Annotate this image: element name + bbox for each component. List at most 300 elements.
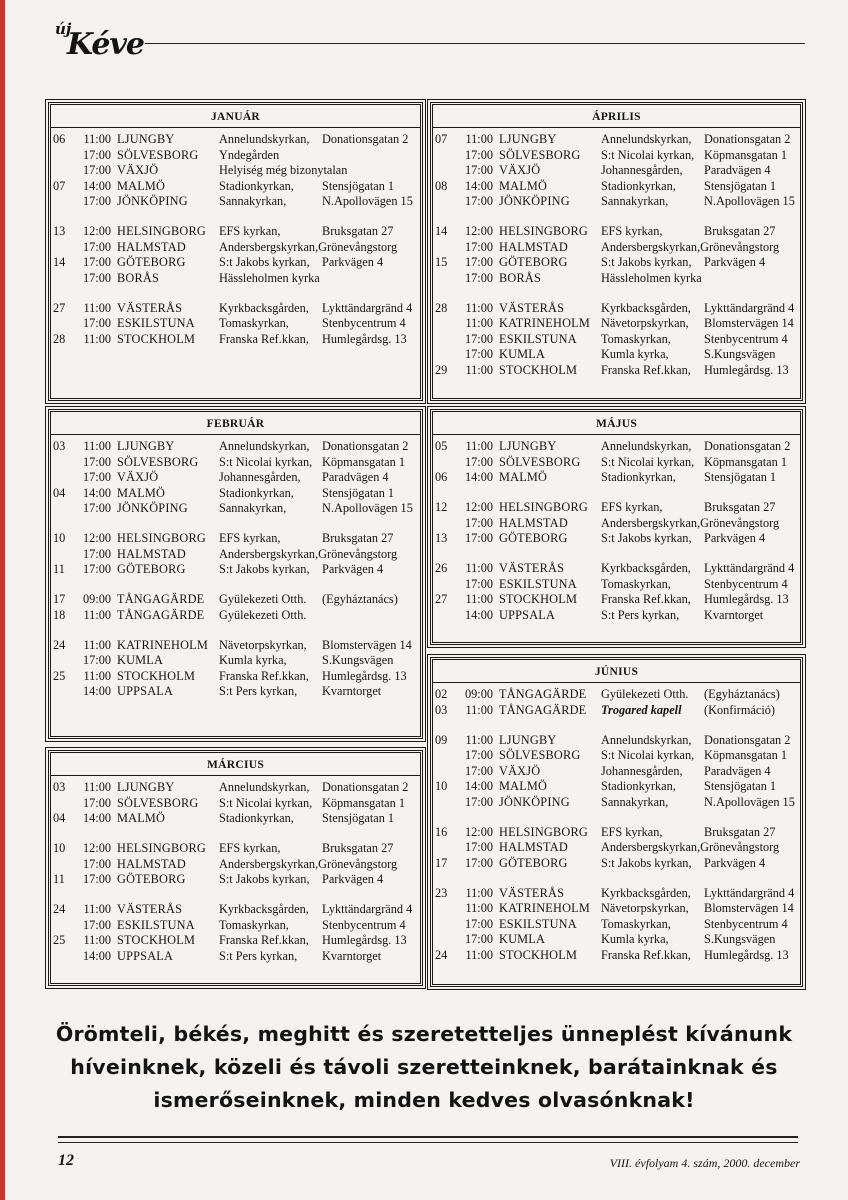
service-day: 28: [53, 331, 66, 346]
service-time: 14:00: [82, 684, 111, 698]
schedule-row: [433, 917, 800, 933]
schedule-row: [433, 470, 800, 486]
month-box-februar: [48, 409, 423, 739]
schedule-row: [51, 179, 420, 195]
service-day: 11: [53, 872, 65, 886]
service-address: Blomstervägen 14: [704, 316, 794, 330]
service-city: JÖNKÖPING: [499, 194, 570, 208]
schedule-row: [433, 301, 800, 317]
service-venue: Kyrkbacksgården,: [601, 885, 691, 900]
service-address: Donationsgatan 2: [322, 780, 409, 794]
service-city: HALMSTAD: [117, 546, 186, 561]
service-address: Köpmansgatan 1: [704, 454, 787, 469]
service-time: 17:00: [464, 531, 493, 545]
schedule-row: [51, 316, 420, 332]
service-venue: S:t Nicolai kyrkan,: [601, 454, 695, 469]
service-city: MALMÖ: [499, 779, 548, 793]
schedule-row: [433, 148, 800, 164]
service-city: SÖLVESBORG: [499, 147, 581, 162]
service-venue: S:t Nicolai kyrkan,: [219, 454, 313, 469]
service-time: 17:00: [464, 255, 493, 269]
service-venue: Annelundskyrkan,: [219, 132, 310, 146]
service-address: Lykttändargränd 4: [322, 902, 413, 916]
service-city: STOCKHOLM: [499, 947, 578, 962]
schedule-row: [433, 516, 800, 532]
service-time: 09:00: [464, 687, 493, 701]
service-address: Parkvägen 4: [704, 255, 766, 269]
month-title: JANUÁR: [51, 105, 420, 128]
service-address: Humlegårdsg. 13: [322, 668, 407, 683]
service-venue: Gyülekezeti Otth.: [219, 592, 307, 606]
service-day: 14: [53, 255, 66, 269]
service-address: Lykttändargränd 4: [704, 885, 795, 900]
schedule-row: [51, 653, 420, 669]
service-time: 17:00: [82, 239, 111, 254]
greeting-line-3: ismerőseinknek, minden kedves olvasónknak!: [153, 1088, 695, 1112]
schedule-row: [51, 132, 420, 148]
service-day: 15: [435, 255, 448, 269]
service-city: HALMSTAD: [499, 840, 568, 854]
service-address: Paradvägen 4: [704, 163, 771, 177]
footer-rule-thin: [58, 1142, 798, 1143]
service-time: 17:00: [82, 856, 111, 871]
service-venue: Andersbergskyrkan,Grönevångstorg: [219, 856, 398, 871]
service-city: TÅNGAGÄRDE: [499, 702, 587, 717]
schedule-row: [51, 332, 420, 348]
service-venue: S:t Pers kyrkan,: [601, 607, 680, 622]
schedule-row: [51, 684, 420, 700]
service-time: 17:00: [464, 794, 493, 809]
left-edge-strip: [0, 0, 5, 1200]
schedule-row: [51, 547, 420, 563]
schedule-row: [51, 780, 420, 796]
service-address: Köpmansgatan 1: [322, 795, 405, 810]
service-city: GÖTEBORG: [117, 255, 186, 269]
service-venue: Annelundskyrkan,: [219, 780, 310, 794]
service-day: 09: [435, 732, 448, 747]
service-address: Bruksgatan 27: [322, 224, 394, 238]
service-address: Bruksgatan 27: [322, 841, 394, 855]
service-address: Parkvägen 4: [322, 562, 384, 576]
service-venue: S:t Pers kyrkan,: [219, 684, 298, 698]
service-city: ESKILSTUNA: [117, 316, 195, 330]
service-city: VÄXJÖ: [499, 163, 541, 177]
schedule-row: [51, 918, 420, 934]
service-city: HALMSTAD: [117, 239, 186, 254]
service-time: 14:00: [464, 470, 493, 484]
month-title: ÁPRILIS: [433, 105, 800, 128]
service-time: 17:00: [464, 347, 493, 361]
service-time: 17:00: [82, 316, 111, 330]
service-venue: Helyiség még bizonytalan: [219, 163, 348, 177]
service-day: 02: [435, 687, 448, 701]
service-time: 17:00: [464, 748, 493, 762]
service-city: SÖLVESBORG: [499, 748, 581, 762]
service-day: 17: [435, 855, 448, 870]
month-title: FEBRUÁR: [51, 412, 420, 435]
schedule-row: [51, 949, 420, 965]
service-time: 17:00: [464, 163, 493, 177]
schedule-list: [51, 128, 420, 347]
service-venue: Stadionkyrkan,: [601, 178, 676, 193]
service-city: UPPSALA: [117, 684, 174, 698]
service-city: KATRINEHOLM: [499, 901, 591, 915]
service-time: 09:00: [82, 592, 111, 606]
service-day: 24: [53, 902, 66, 916]
service-city: HELSINGBORG: [117, 224, 206, 238]
service-venue: S:t Jakobs kyrkan,: [601, 255, 692, 269]
service-venue: S:t Nicolai kyrkan,: [601, 147, 695, 162]
service-venue: Franska Ref.kkan,: [601, 947, 691, 962]
schedule-row: [51, 872, 420, 888]
schedule-row: [433, 224, 800, 240]
schedule-row: [51, 224, 420, 240]
schedule-list: [51, 776, 420, 964]
service-time: 14:00: [82, 178, 111, 193]
service-time: 11:00: [465, 947, 493, 962]
logo-keve: Kéve: [67, 27, 145, 62]
service-venue: EFS kyrkan,: [601, 500, 663, 514]
service-day: 12: [435, 500, 448, 514]
schedule-row: [433, 901, 800, 917]
service-address: Blomstervägen 14: [322, 637, 412, 652]
service-time: 11:00: [83, 668, 111, 683]
service-address: Köpmansgatan 1: [322, 454, 405, 469]
schedule-row: [433, 733, 800, 749]
service-day: 18: [53, 607, 66, 622]
month-title: JÚNIUS: [433, 660, 800, 683]
service-time: 11:00: [83, 331, 111, 346]
schedule-row: [433, 703, 800, 719]
service-day: 10: [53, 841, 66, 855]
service-venue: Hässleholmen kyrka: [601, 270, 702, 285]
service-venue: S:t Jakobs kyrkan,: [219, 255, 310, 269]
service-day: 10: [435, 779, 448, 793]
service-city: KUMLA: [499, 347, 546, 361]
schedule-row: [433, 577, 800, 593]
service-time: 17:00: [82, 194, 111, 208]
schedule-row: [51, 439, 420, 455]
service-time: 11:00: [465, 439, 493, 453]
service-venue: Franska Ref.kkan,: [219, 933, 309, 947]
service-city: STOCKHOLM: [117, 331, 196, 346]
service-time: 17:00: [82, 501, 111, 515]
schedule-row: [51, 240, 420, 256]
service-city: LJUNGBY: [499, 439, 557, 453]
service-venue: S:t Jakobs kyrkan,: [601, 855, 692, 870]
service-venue: EFS kyrkan,: [219, 224, 281, 238]
service-city: VÄXJÖ: [117, 163, 159, 177]
issue-info: VIII. évfolyam 4. szám, 2000. december: [609, 1156, 800, 1170]
schedule-row: [433, 194, 800, 210]
schedule-row: [433, 163, 800, 179]
greeting-line-2: híveinknek, közeli és távoli szeretteinknek, barátainknak és: [70, 1055, 778, 1079]
schedule-row: [433, 840, 800, 856]
service-time: 17:00: [464, 331, 493, 346]
service-address: Donationsgatan 2: [322, 439, 409, 453]
service-day: 05: [435, 439, 448, 453]
schedule-list: [433, 435, 800, 623]
schedule-row: [433, 179, 800, 195]
service-time: 17:00: [464, 916, 493, 931]
service-city: SÖLVESBORG: [499, 454, 581, 469]
service-day: 24: [435, 947, 448, 962]
service-city: VÄSTERÅS: [117, 902, 183, 916]
service-address: Donationsgatan 2: [704, 439, 791, 453]
service-address: Kvarntorget: [322, 948, 382, 963]
service-address: Humlegårdsg. 13: [704, 947, 789, 962]
service-time: 11:00: [465, 300, 493, 315]
service-time: 11:00: [465, 592, 493, 606]
service-address: Lykttändargränd 4: [322, 300, 413, 315]
service-address: Paradvägen 4: [704, 763, 771, 778]
service-time: 14:00: [82, 811, 111, 825]
service-time: 17:00: [82, 917, 111, 932]
service-address: Parkvägen 4: [704, 531, 766, 545]
service-day: 06: [435, 470, 448, 484]
schedule-list: [433, 128, 800, 378]
service-city: LJUNGBY: [117, 132, 175, 146]
service-venue: Sannakyrkan,: [601, 794, 669, 809]
service-day: 14: [435, 224, 448, 238]
service-venue: Tomaskyrkan,: [601, 331, 671, 346]
month-box-januar: [48, 102, 423, 401]
service-venue: Gyülekezeti Otth.: [219, 607, 307, 622]
service-city: STOCKHOLM: [117, 668, 196, 683]
service-time: 11:00: [465, 702, 493, 717]
schedule-row: [51, 592, 420, 608]
service-city: ESKILSTUNA: [499, 331, 577, 346]
service-address: Donationsgatan 2: [704, 732, 791, 747]
service-venue: Trogared kapell: [601, 702, 682, 717]
service-day: 11: [53, 562, 65, 576]
service-time: 17:00: [82, 562, 111, 576]
service-day: 26: [435, 561, 448, 575]
schedule-row: [433, 748, 800, 764]
service-address: Humlegårdsg. 13: [704, 362, 789, 377]
service-city: GÖTEBORG: [117, 872, 186, 886]
service-time: 11:00: [83, 439, 111, 453]
service-address: S.Kungsvägen: [704, 347, 776, 361]
service-venue: Tomaskyrkan,: [219, 917, 289, 932]
service-city: JÖNKÖPING: [499, 794, 570, 809]
schedule-row: [433, 687, 800, 703]
schedule-row: [51, 562, 420, 578]
service-time: 17:00: [464, 454, 493, 469]
schedule-row: [433, 886, 800, 902]
service-address: Donationsgatan 2: [322, 132, 409, 146]
service-day: 27: [435, 592, 448, 606]
service-venue: Tomaskyrkan,: [601, 576, 671, 591]
service-address: Kvarntorget: [322, 684, 382, 698]
service-address: Blomstervägen 14: [704, 901, 794, 915]
service-venue: Kyrkbacksgården,: [219, 902, 309, 916]
service-venue: EFS kyrkan,: [219, 841, 281, 855]
service-time: 11:00: [465, 732, 493, 747]
service-day: 16: [435, 824, 448, 839]
footer-rule-thick: [58, 1136, 798, 1138]
schedule-row: [433, 439, 800, 455]
service-city: GÖTEBORG: [499, 255, 568, 269]
schedule-row: [51, 857, 420, 873]
schedule-row: [51, 608, 420, 624]
service-city: KATRINEHOLM: [117, 637, 209, 652]
service-address: Parkvägen 4: [322, 872, 384, 886]
schedule-row: [433, 500, 800, 516]
service-venue: Sannakyrkan,: [601, 194, 669, 208]
service-venue: Stadionkyrkan,: [219, 811, 294, 825]
service-city: SÖLVESBORG: [117, 795, 199, 810]
service-venue: Franska Ref.kkan,: [219, 331, 309, 346]
schedule-row: [51, 455, 420, 471]
service-address: Stenbycentrum 4: [704, 331, 788, 346]
service-venue: S:t Nicolai kyrkan,: [601, 748, 695, 762]
service-city: MALMÖ: [117, 811, 166, 825]
service-venue: Yndegården: [219, 147, 280, 162]
service-venue: Kumla kyrka,: [601, 347, 669, 361]
schedule-row: [433, 531, 800, 547]
service-venue: Johannesgården,: [601, 763, 683, 778]
service-venue: Annelundskyrkan,: [601, 132, 692, 146]
service-city: LJUNGBY: [117, 439, 175, 453]
service-venue: Andersbergskyrkan,Grönevångstorg: [601, 239, 780, 254]
service-address: (Egyháztanács): [322, 592, 398, 606]
service-address: Bruksgatan 27: [704, 224, 776, 238]
service-address: Humlegårdsg. 13: [322, 331, 407, 346]
service-time: 17:00: [82, 255, 111, 269]
schedule-row: [433, 764, 800, 780]
service-time: 11:00: [465, 885, 493, 900]
service-city: HELSINGBORG: [499, 500, 588, 514]
service-time: 11:00: [465, 561, 493, 575]
schedule-row: [433, 363, 800, 379]
service-city: MALMÖ: [117, 485, 166, 500]
schedule-row: [433, 132, 800, 148]
service-time: 17:00: [82, 454, 111, 469]
service-time: 11:00: [83, 637, 111, 652]
schedule-row: [51, 933, 420, 949]
service-address: Bruksgatan 27: [322, 531, 394, 545]
service-city: HELSINGBORG: [499, 224, 588, 238]
service-day: 06: [53, 132, 66, 146]
schedule-row: [51, 486, 420, 502]
service-venue: Andersbergskyrkan,Grönevångstorg: [219, 239, 398, 254]
schedule-row: [51, 669, 420, 685]
service-address: Köpmansgatan 1: [704, 748, 787, 762]
schedule-row: [51, 501, 420, 517]
service-city: VÄSTERÅS: [499, 885, 565, 900]
service-city: ESKILSTUNA: [499, 576, 577, 591]
service-address: Stensjögatan 1: [322, 485, 395, 500]
service-city: TÅNGAGÄRDE: [117, 592, 205, 606]
schedule-row: [433, 240, 800, 256]
service-address: N.Apollovägen 15: [704, 794, 795, 809]
schedule-row: [433, 608, 800, 624]
service-city: SÖLVESBORG: [117, 147, 199, 162]
service-address: Stensjögatan 1: [322, 811, 395, 825]
schedule-row: [433, 856, 800, 872]
schedule-row: [433, 347, 800, 363]
service-city: LJUNGBY: [117, 780, 175, 794]
month-box-majus: [430, 409, 803, 645]
service-address: Kvarntorget: [704, 607, 764, 622]
service-day: 28: [435, 300, 448, 315]
service-time: 17:00: [464, 147, 493, 162]
service-time: 11:00: [83, 780, 111, 794]
service-city: LJUNGBY: [499, 732, 557, 747]
service-city: KUMLA: [117, 653, 164, 667]
service-day: 03: [53, 780, 66, 794]
service-venue: Annelundskyrkan,: [601, 439, 692, 453]
masthead-rule: [145, 43, 805, 44]
service-day: 04: [53, 485, 66, 500]
service-address: Donationsgatan 2: [704, 132, 791, 146]
service-time: 17:00: [464, 763, 493, 778]
service-city: UPPSALA: [117, 948, 174, 963]
greeting-line-1: Örömteli, békés, meghitt és szeretetteljes ünneplést kívánunk: [55, 1022, 793, 1046]
service-time: 17:00: [464, 270, 493, 285]
service-address: N.Apollovägen 15: [704, 194, 795, 208]
service-day: 25: [53, 668, 66, 683]
service-city: KUMLA: [499, 932, 546, 946]
service-address: N.Apollovägen 15: [322, 501, 413, 515]
service-time: 11:00: [83, 300, 111, 315]
service-day: 04: [53, 811, 66, 825]
service-venue: EFS kyrkan,: [601, 824, 663, 839]
schedule-row: [433, 316, 800, 332]
schedule-row: [51, 301, 420, 317]
service-city: KATRINEHOLM: [499, 316, 591, 330]
service-address: S.Kungsvägen: [704, 932, 776, 946]
service-city: BORÅS: [499, 270, 542, 285]
service-time: 12:00: [82, 531, 111, 545]
service-address: Bruksgatan 27: [704, 500, 776, 514]
service-city: HALMSTAD: [499, 515, 568, 530]
service-city: HELSINGBORG: [117, 841, 206, 855]
service-day: 23: [435, 885, 448, 900]
service-venue: Andersbergskyrkan,Grönevångstorg: [601, 515, 780, 530]
service-city: ESKILSTUNA: [117, 917, 195, 932]
service-time: 14:00: [464, 607, 493, 622]
service-venue: Stadionkyrkan,: [601, 779, 676, 793]
service-time: 17:00: [82, 470, 111, 484]
schedule-row: [51, 902, 420, 918]
service-venue: Johannesgården,: [601, 163, 683, 177]
service-venue: Johannesgården,: [219, 470, 301, 484]
service-time: 14:00: [464, 178, 493, 193]
service-venue: Stadionkyrkan,: [601, 470, 676, 484]
service-time: 17:00: [82, 546, 111, 561]
service-city: HELSINGBORG: [117, 531, 206, 545]
service-city: MALMÖ: [499, 178, 548, 193]
service-venue: Annelundskyrkan,: [601, 732, 692, 747]
service-time: 11:00: [83, 607, 111, 622]
schedule-row: [433, 932, 800, 948]
schedule-row: [433, 779, 800, 795]
service-address: N.Apollovägen 15: [322, 194, 413, 208]
service-venue: S:t Jakobs kyrkan,: [219, 872, 310, 886]
month-box-junius: [430, 657, 803, 987]
service-address: Lykttändargränd 4: [704, 300, 795, 315]
service-venue: S:t Nicolai kyrkan,: [219, 795, 313, 810]
service-day: 10: [53, 531, 66, 545]
service-address: Stensjögatan 1: [704, 779, 777, 793]
service-time: 17:00: [82, 270, 111, 285]
service-city: ESKILSTUNA: [499, 916, 577, 931]
service-time: 17:00: [464, 515, 493, 530]
service-city: VÄSTERÅS: [117, 300, 183, 315]
service-venue: Annelundskyrkan,: [219, 439, 310, 453]
